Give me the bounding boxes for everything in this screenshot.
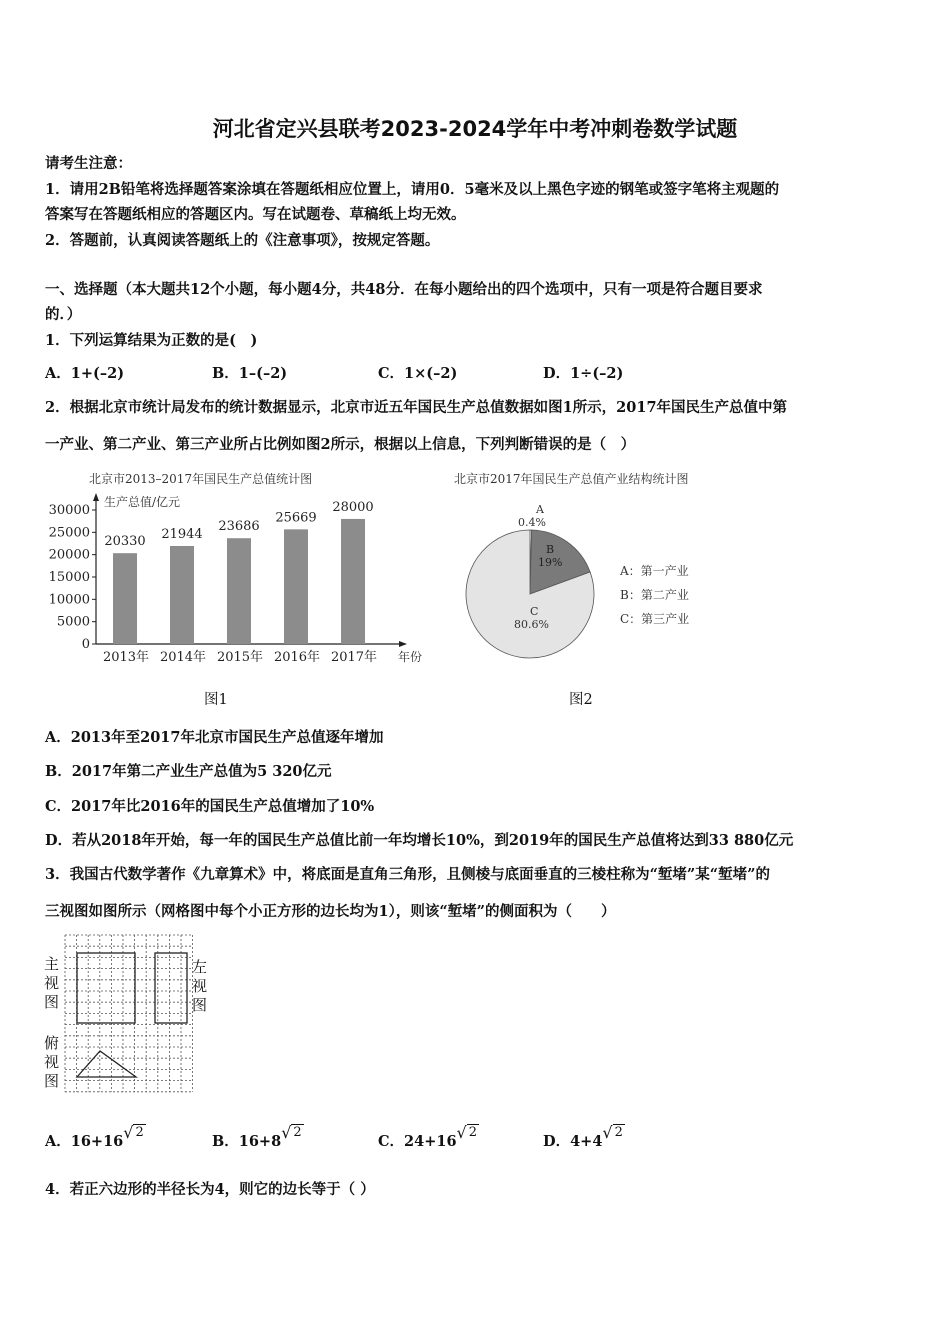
pie-label-c-value: 80.6% <box>514 618 549 631</box>
top-view-triangle <box>77 1051 136 1077</box>
front-view-label: 主视图 <box>44 955 60 1011</box>
y-tick-label: 10000 <box>48 592 90 608</box>
section-heading-line2: 的．） <box>45 306 82 323</box>
figure-2-caption: 图2 <box>569 692 593 708</box>
section-heading-line1: 一、选择题（本大题共12个小题，每小题4分，共48分．在每小题给出的四个选项中，只有一项是符合题目要求 <box>45 281 763 298</box>
y-tick-label: 25000 <box>48 525 90 541</box>
bar-value-label: 20330 <box>104 534 146 550</box>
y-tick-label: 0 <box>81 637 90 652</box>
left-view-rect <box>155 953 187 1023</box>
q3-option-b <box>212 1123 304 1151</box>
x-tick-label: 2014年 <box>159 650 207 665</box>
x-tick-label: 2013年 <box>102 650 150 665</box>
q4-stem: 4．若正六边形的半径长为4，则它的边长等于（ ） <box>45 1181 375 1198</box>
x-tick-label: 2015年 <box>216 650 264 665</box>
industry-pie-chart <box>440 462 760 672</box>
pie-legend-b: B：第二产业 <box>620 588 689 602</box>
radicand: 2 <box>135 1125 144 1140</box>
q1-option-b: B．1–(–2) <box>212 365 288 382</box>
page-title: 河北省定兴县联考2023-2024学年中考冲刺卷数学试题 <box>212 117 738 141</box>
pie-legend-a: A：第一产业 <box>620 564 689 578</box>
pie-label-b-key: B <box>546 543 555 556</box>
q2-option-b: B．2017年第二产业生产总值为5 320亿元 <box>45 763 332 780</box>
y-tick-label: 20000 <box>48 547 90 563</box>
bar-value-label: 21944 <box>161 526 203 542</box>
y-tick-label: 15000 <box>48 570 90 585</box>
q3-option-b-text: B．16+8 <box>212 1133 282 1150</box>
bar-value-label: 23686 <box>218 519 260 535</box>
x-tick-label: 2016年 <box>273 650 321 665</box>
bar <box>341 519 365 644</box>
q2-stem-line2: 一产业、第二产业、第三产业所占比例如图2所示，根据以上信息，下列判断错误的是（ ） <box>45 436 636 453</box>
q3-option-a <box>45 1123 146 1151</box>
sqrt-icon: √ 2 <box>456 1123 478 1142</box>
gdp-bar-chart <box>40 462 440 672</box>
pie-label-a-key: A <box>536 503 544 516</box>
q3-option-d <box>543 1123 625 1151</box>
radicand: 2 <box>614 1125 623 1140</box>
y-tick-label: 5000 <box>56 614 90 630</box>
q3-stem-line2: 三视图如图所示（网格图中每个小正方形的边长均为1），则该“堑堵”的侧面积为（ ） <box>45 903 616 920</box>
y-axis-arrow-icon <box>93 493 99 501</box>
bar <box>284 529 308 644</box>
bar-value-label: 25669 <box>275 510 317 526</box>
y-tick-label: 30000 <box>48 503 90 518</box>
x-axis-arrow-icon <box>399 641 407 647</box>
bar-value-label: 28000 <box>332 499 374 515</box>
top-view-label: 俯视图 <box>44 1034 60 1090</box>
pie-label-b-value: 19% <box>538 556 563 569</box>
sqrt-icon: √ 2 <box>602 1123 623 1142</box>
pie-legend-c: C：第三产业 <box>620 612 690 626</box>
notice-line-1b: 答案写在答题纸相应的答题区内。写在试题卷、草稿纸上均无效。 <box>45 206 466 223</box>
q2-option-a: A．2013年至2017年北京市国民生产总值逐年增加 <box>45 729 384 746</box>
q3-option-c <box>378 1123 479 1151</box>
left-view-label: 左视图 <box>192 958 208 1014</box>
q3-stem-line1: 3．我国古代数学著作《九章算术》中，将底面是直角三角形，且侧棱与底面垂直的三棱柱称为“堑堵”某“堑堵”的 <box>45 866 770 883</box>
bar-chart-xlabel: 年份 <box>398 650 423 664</box>
bar <box>227 538 251 644</box>
front-view-rect <box>77 953 135 1023</box>
notice-heading: 请考生注意： <box>45 155 132 172</box>
q3-option-d-text: D．4+4 <box>543 1133 603 1150</box>
bar <box>113 553 137 644</box>
radicand: 2 <box>293 1125 302 1140</box>
q1-option-a: A．1+(–2) <box>45 365 125 382</box>
radicand: 2 <box>468 1125 478 1140</box>
three-view-grid-figure <box>40 930 220 1100</box>
q1-option-c: C．1×(–2) <box>378 365 458 382</box>
notice-line-2: 2．答题前，认真阅读答题纸上的《注意事项》，按规定答题。 <box>45 232 440 249</box>
figure-1-caption: 图1 <box>204 692 228 708</box>
q1-stem: 1．下列运算结果为正数的是( ) <box>45 332 258 349</box>
sqrt-icon: √ 2 <box>281 1123 302 1142</box>
bar <box>170 546 194 644</box>
q3-option-c-text: C．24+16 <box>378 1133 457 1150</box>
bar-chart-title: 北京市2013–2017年国民生产总值统计图 <box>89 472 313 486</box>
q2-stem-line1: 2．根据北京市统计局发布的统计数据显示，北京市近五年国民生产总值数据如图1所示，2017年国民生产总值中第 <box>45 399 788 416</box>
q3-option-a-text: A．16+16 <box>45 1133 124 1150</box>
notice-line-1a: 1．请用2B铅笔将选择题答案涂填在答题纸相应位置上，请用0．5毫米及以上黑色字迹的钢笔或签字笔将主观题的 <box>45 181 780 198</box>
q2-option-d: D．若从2018年开始，每一年的国民生产总值比前一年均增长10%，到2019年的国民生产总值将达到33 880亿元 <box>45 832 794 849</box>
sqrt-icon: √ 2 <box>123 1123 144 1142</box>
q1-option-d: D．1÷(–2) <box>543 365 624 382</box>
pie-label-a-value: 0.4% <box>518 516 546 529</box>
bar-chart-ylabel: 生产总值/亿元 <box>104 495 181 509</box>
q2-option-c: C．2017年比2016年的国民生产总值增加了10% <box>45 798 375 815</box>
x-tick-label: 2017年 <box>330 650 378 665</box>
pie-label-c-key: C <box>530 605 539 618</box>
pie-chart-title: 北京市2017年国民生产总值产业结构统计图 <box>454 472 689 486</box>
